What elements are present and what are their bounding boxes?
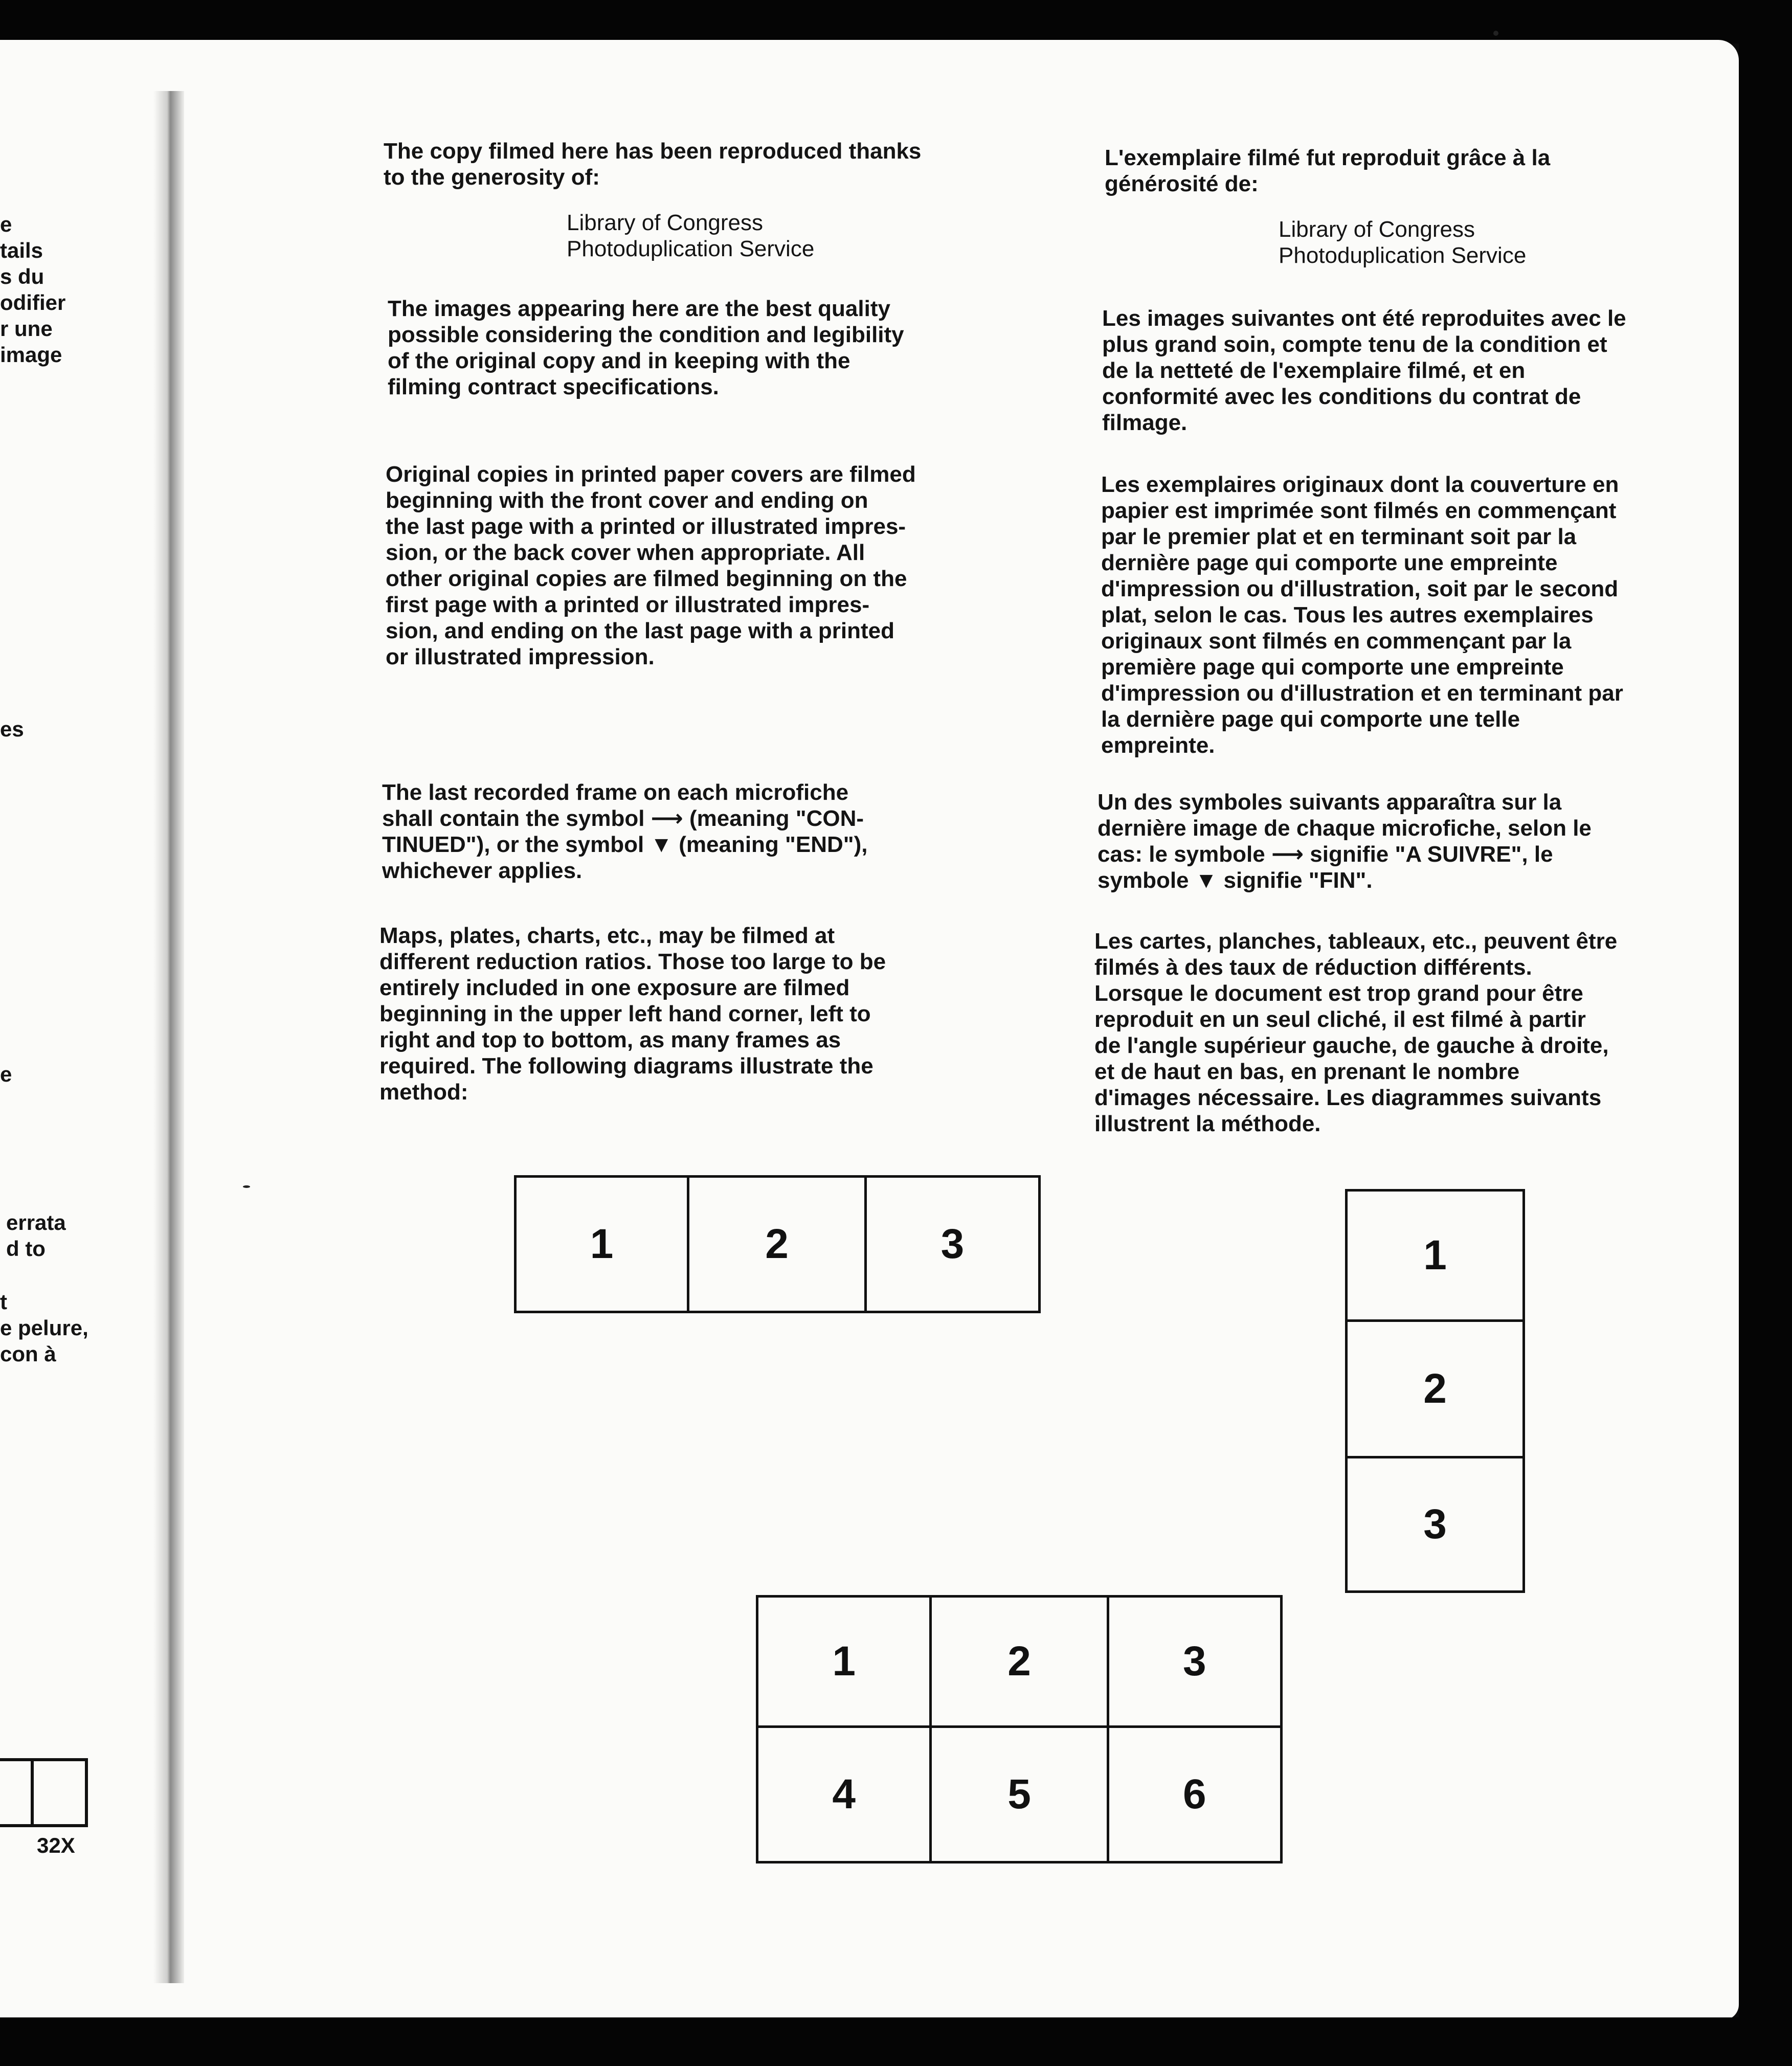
french-quality-note: Les images suivantes ont été reproduites avec le plus grand soin, compte tenu de la condition et de la netteté de l'exemplaire filmé, et en conformité avec les conditions du contrat de filmage. [1102,306,1626,435]
english-covers-note: Original copies in printed paper covers are filmed beginning with the front cover and ending on the last page with a printed or illustrated impres- sion, or the back cover when appropriate. All other original copies are filmed beginning on the first page with a printed or illustrated impres- sion, and ending on the last page with a printed or illustrated impression. [386,462,916,669]
frame-cell: 3 [1108,1597,1281,1727]
frame-cell: 6 [1108,1727,1281,1862]
left-page-fragment: t e pelure, con à [0,1290,88,1366]
left-page-fragment: errata d to [6,1210,66,1261]
scanner-frame-top [0,0,1792,43]
frame-cell: 3 [1347,1457,1524,1592]
left-scale-box [31,1758,88,1827]
scan-speck [1493,31,1498,36]
english-institution: Library of Congress Photoduplication Service [567,210,815,261]
frame-cell: 1 [1347,1191,1524,1321]
french-covers-note: Les exemplaires originaux dont la couverture en papier est imprimée sont filmés en commençant par le premier plat et en terminant soit par la dernière page qui comporte une empreinte d'impression ou d'illustration, soit par le second plat, selon le cas. Tous les autres exemplaires originaux sont filmés en commençant par la première page qui comporte une empreinte d'impression ou d'illustration et en terminant par la dernière page qui comporte une telle empreinte. [1101,472,1623,758]
vertical-frame-diagram [1345,1189,1525,1593]
frame-cell: 3 [865,1177,1039,1312]
frame-cell: 2 [1347,1321,1524,1457]
left-page-fragment: es [0,717,24,741]
english-quality-note: The images appearing here are the best quality possible considering the condition and legibility of the original copy and in keeping with the filming contract specifications. [388,296,904,399]
french-maps-note: Les cartes, planches, tableaux, etc., peuvent être filmés à des taux de réduction différents. Lorsque le document est trop grand pour être reproduit en un seul cliché, il est filmé à partir de l'angle supérieur gauche, de gauche à droite, et de haut en bas, en prenant le nombre d'images nécessaire. Les diagrammes suivants illustrent la méthode. [1094,929,1618,1136]
grid-frame-diagram [756,1595,1283,1863]
scanner-frame-right [1739,0,1792,2066]
english-acknowledgement: The copy filmed here has been reproduced thanks to the generosity of: [384,139,922,190]
frame-cell: 2 [688,1177,866,1312]
french-institution: Library of Congress Photoduplication Service [1279,217,1527,268]
left-page-fragment: e [0,1062,12,1086]
horizontal-frame-diagram [514,1175,1041,1313]
english-symbols-note: The last recorded frame on each microfiche shall contain the symbol ⟶ (meaning "CON- TINUED"), or the symbol ▼ (meaning "END"), whichever applies. [382,780,868,883]
frame-cell: 2 [931,1597,1108,1727]
frame-cell: 1 [516,1177,688,1312]
french-symbols-note: Un des symboles suivants apparaîtra sur la dernière image de chaque microfiche, selon le cas: le symbole ⟶ signifie "A SUIVRE", le symbole ▼ signifie "FIN". [1097,790,1592,893]
left-scale-box [0,1758,34,1827]
frame-cell: 4 [757,1727,931,1862]
scan-speck [243,1185,250,1188]
scanner-frame-bottom [0,2017,1792,2066]
scale-label: 32X [37,1833,75,1857]
left-page-fragment: e tails s du odifier r une image [0,212,66,367]
book-gutter-shadow [153,91,184,1983]
frame-cell: 1 [757,1597,931,1727]
frame-cell: 5 [931,1727,1108,1862]
french-acknowledgement: L'exemplaire filmé fut reproduit grâce à la générosité de: [1105,145,1551,196]
english-maps-note: Maps, plates, charts, etc., may be filmed at different reduction ratios. Those too large to be entirely included in one exposure are filmed beginning in the upper left hand corner, left to right and top to bottom, as many frames as required. The following diagrams illustrate the method: [379,923,886,1105]
